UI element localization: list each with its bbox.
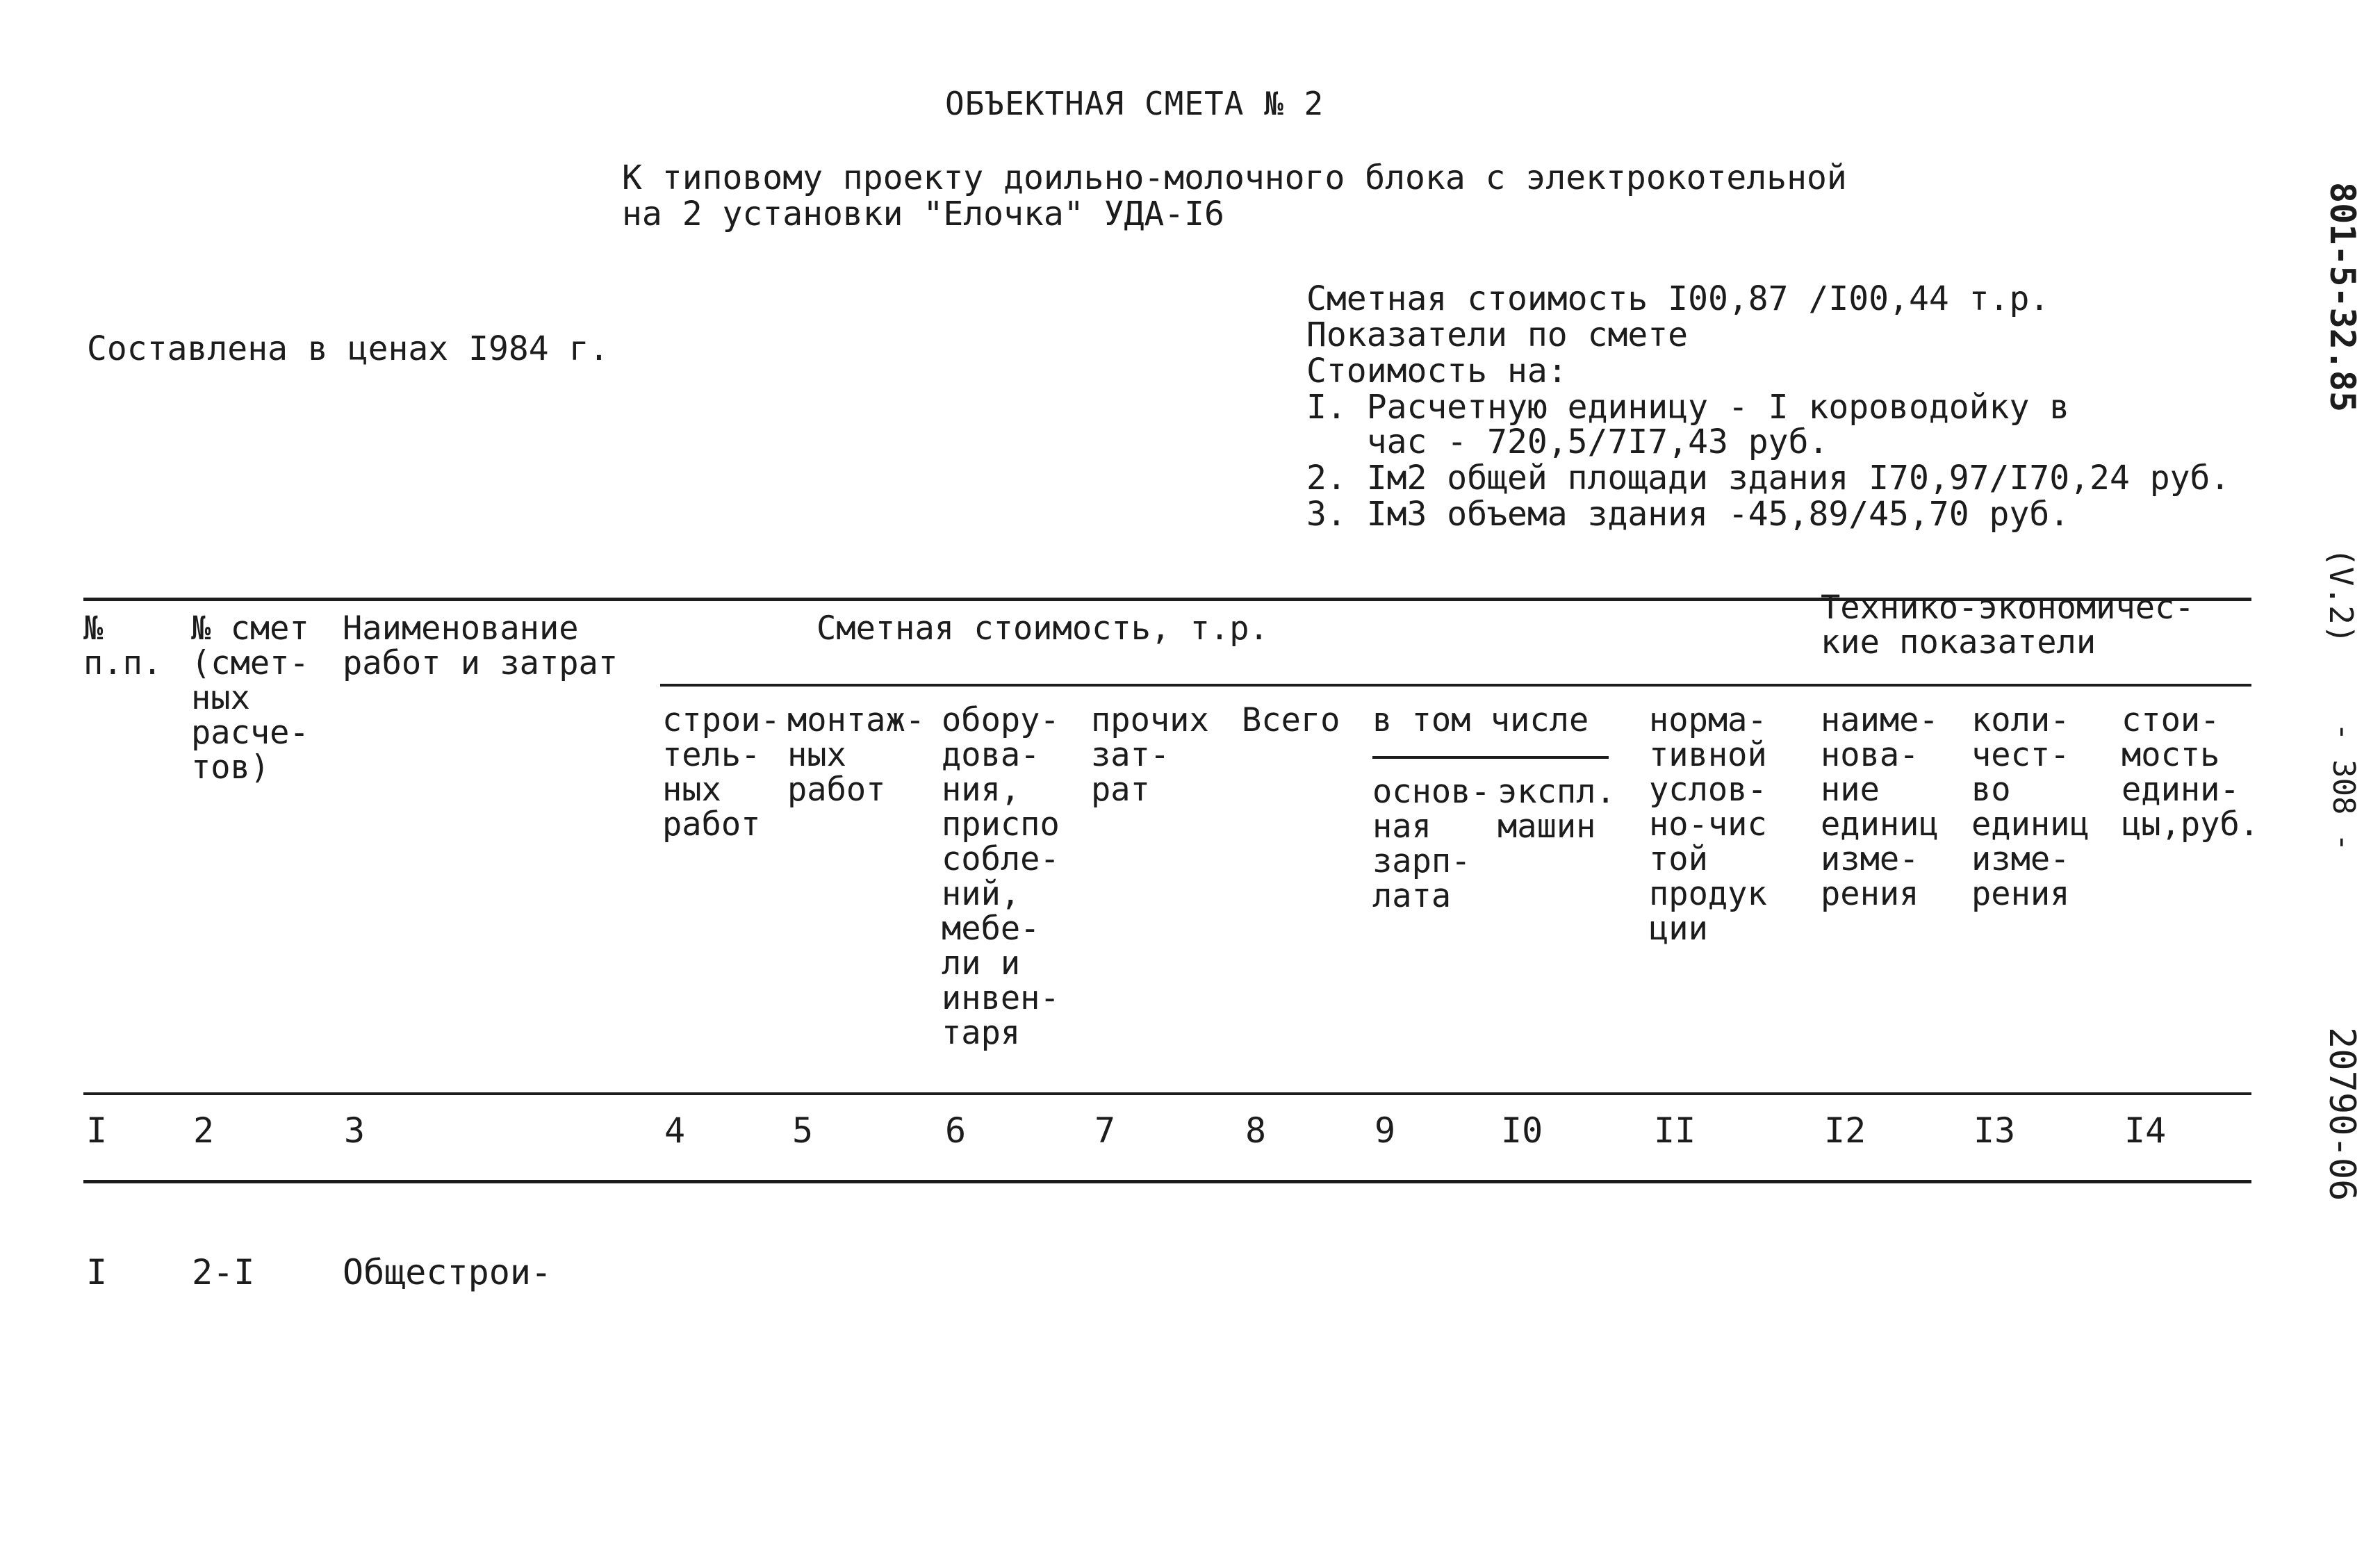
table-incl-rule (1372, 756, 1609, 759)
header-col-total: Всего (1242, 701, 1340, 739)
header-group-estimated-cost: Сметная стоимость, т.р. (816, 609, 1269, 648)
document-title: ОБЪЕКТНАЯ СМЕТА № 2 (945, 85, 1324, 122)
side-volume: (V.2) (2322, 548, 2360, 644)
composed-in-prices: Составлена в ценах I984 г. (87, 329, 609, 368)
summary-item-1: I. Расчетную единицу - I короводойку в (1306, 388, 2070, 427)
header-col-equipment: обору- дова- ния, приспо собле- ний, мебе- ли и инвен- таря (942, 701, 1060, 1052)
table-header-bottom-rule (83, 1092, 2251, 1095)
summary-item-1-cont: час - 720,5/7I7,43 руб. (1306, 422, 1829, 461)
side-inventory-number: 20790-06 (2321, 1027, 2363, 1201)
table-numbering-bottom-rule (83, 1180, 2251, 1183)
document-subtitle-line2: на 2 установки "Елочка" УДА-I6 (622, 195, 1224, 233)
column-number: I (86, 1110, 108, 1151)
column-number: 8 (1245, 1110, 1267, 1151)
summary-indicators-heading: Показатели по смете (1306, 315, 1689, 354)
column-number: 6 (945, 1110, 967, 1151)
column-number: 5 (792, 1110, 814, 1151)
row-number: I (86, 1252, 108, 1292)
column-number: II (1654, 1110, 1696, 1151)
header-col-normative-output: норма- тивной услов- но-чис той продук ции (1649, 701, 1767, 948)
summary-estimated-cost: Сметная стоимость I00,87 /I00,44 т.р. (1306, 279, 2050, 318)
column-number: 2 (193, 1110, 215, 1151)
side-page-number: - 308 - (2326, 723, 2361, 852)
row-name: Общестрои- (343, 1252, 552, 1292)
header-col-other: прочих зат- рат (1091, 701, 1209, 809)
header-group-including: в том числе (1372, 701, 1589, 739)
row-smeta-number: 2-I (192, 1252, 255, 1292)
header-col-number: № п.п. (83, 609, 163, 682)
header-col-unit-cost: стои- мость едини- цы,руб. (2122, 701, 2260, 844)
column-number: 4 (664, 1110, 686, 1151)
header-col-base-salary: основ- ная зарп- лата (1372, 773, 1491, 915)
column-number: I2 (1824, 1110, 1866, 1151)
header-group-tech-indicators: Технико-экономичес- кие показатели (1821, 589, 2194, 662)
document-subtitle-line1: К типовому проекту доильно-молочного блока с электрокотельной (622, 158, 1847, 197)
column-number: 7 (1094, 1110, 1116, 1151)
summary-cost-for: Стоимость на: (1306, 352, 1568, 391)
column-number: I3 (1973, 1110, 2016, 1151)
table-group-rule (660, 684, 2251, 687)
header-col-smeta-number: № смет (смет- ных расче- тов) (191, 609, 309, 787)
header-col-installation: монтаж- ных работ (787, 701, 926, 809)
summary-item-3: 3. Iм3 объема здания -45,89/45,70 руб. (1306, 495, 2070, 534)
column-number: 3 (344, 1110, 366, 1151)
summary-item-2: 2. Iм2 общей площади здания I70,97/I70,24 руб. (1306, 459, 2231, 498)
column-number: I0 (1501, 1110, 1543, 1151)
header-col-name: Наименование работ и затрат (343, 609, 618, 682)
column-number: 9 (1374, 1110, 1396, 1151)
header-col-unit-quantity: коли- чест- во единиц изме- рения (1971, 701, 2090, 913)
side-code: 801-5-32.85 (2322, 182, 2363, 413)
header-col-construction: строи- тель- ных работ (662, 701, 780, 844)
header-col-unit-name: наиме- нова- ние единиц изме- рения (1821, 701, 1939, 913)
column-number: I4 (2124, 1110, 2167, 1151)
header-col-machine-operation: экспл. машин (1497, 773, 1616, 846)
